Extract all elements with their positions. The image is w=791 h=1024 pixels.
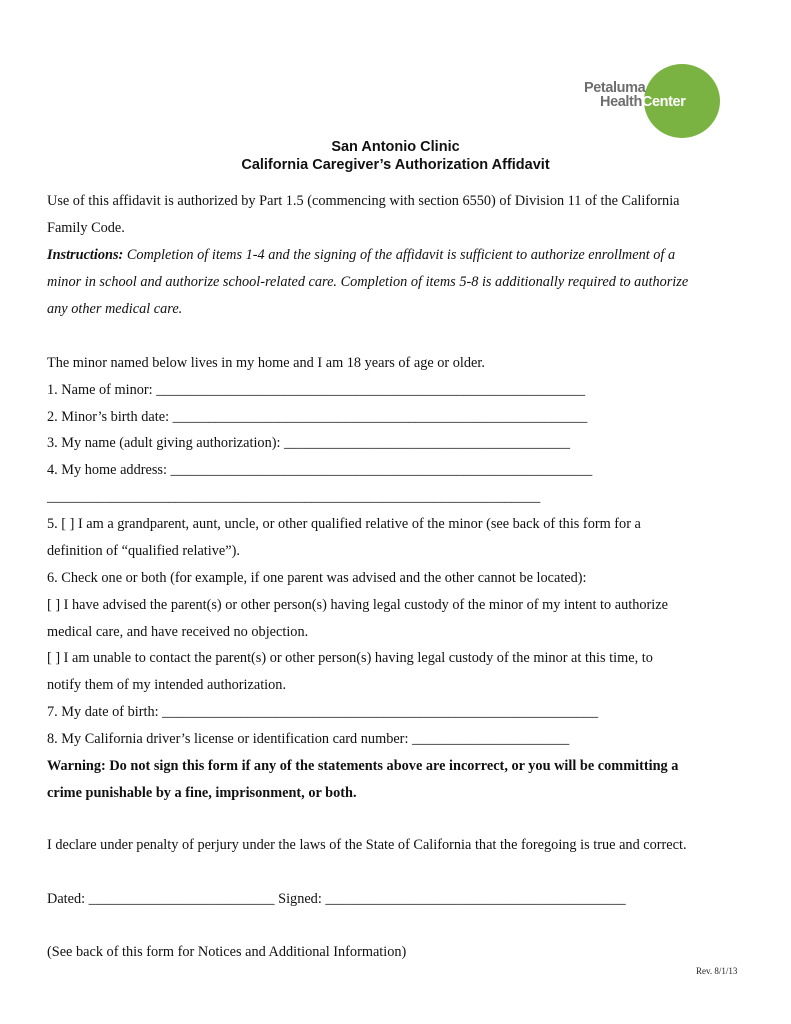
instructions-line2: minor in school and authorize school-related care. Completion of items 5-8 is additionally required to authorize (47, 274, 689, 290)
logo-line2 (584, 95, 685, 109)
warning-line2: crime punishable by a fine, imprisonment, or both. (47, 785, 357, 801)
item-home-address-cont[interactable]: _____________________________________________________________________ (47, 489, 541, 505)
back-of-form-note: (See back of this form for Notices and Additional Information) (47, 944, 407, 960)
item6-heading: 6. Check one or both (for example, if one parent was advised and the other cannot be located): (47, 570, 587, 586)
intro-line2: Family Code. (47, 220, 125, 236)
item-home-address[interactable]: 4. My home address: ___________________________________________________________ (47, 462, 593, 478)
item-minor-birth-date[interactable]: 2. Minor’s birth date: __________________________________________________________ (47, 409, 588, 425)
item6a-line1[interactable]: [ ] I have advised the parent(s) or other person(s) having legal custody of the minor of my intent to authorize (47, 597, 668, 613)
clinic-name: San Antonio Clinic (331, 139, 460, 155)
instructions-line1 (47, 246, 675, 264)
item6b-line2: notify them of my intended authorization. (47, 677, 287, 693)
instructions-text1: Completion of items 1-4 and the signing of the affidavit is sufficient to authorize enrollment of a (123, 247, 676, 263)
revision-date: Rev. 8/1/13 (696, 966, 738, 976)
residency-statement: The minor named below lives in my home and I am 18 years of age or older. (47, 355, 485, 371)
dated-signed-line[interactable]: Dated: __________________________ Signed: __________________________________________ (47, 891, 626, 907)
logo-line1: Petaluma (584, 80, 646, 96)
perjury-declaration: I declare under penalty of perjury under the laws of the State of California that the foregoing is true and correct. (47, 837, 687, 853)
logo-wordmark (584, 81, 685, 109)
warning-line1: Warning: Do not sign this form if any of the statements above are incorrect, or you will be committing a (47, 758, 679, 774)
logo-center: Center (641, 94, 686, 110)
instructions-line3: any other medical care. (47, 301, 183, 317)
petaluma-health-center-logo (584, 64, 724, 138)
item6b-line1[interactable]: [ ] I am unable to contact the parent(s) or other person(s) having legal custody of the minor at this time, to (47, 650, 653, 666)
item-my-date-of-birth[interactable]: 7. My date of birth: _____________________________________________________________ (47, 704, 599, 720)
logo-health: Health (600, 94, 642, 110)
instructions-label: Instructions: (47, 247, 124, 263)
item-license-number[interactable]: 8. My California driver’s license or identification card number: ______________________ (47, 731, 570, 747)
item5-line1[interactable]: 5. [ ] I am a grandparent, aunt, uncle, or other qualified relative of the minor (see back of this form for a (47, 516, 641, 532)
form-title: California Caregiver’s Authorization Affidavit (241, 157, 550, 173)
item-my-name[interactable]: 3. My name (adult giving authorization): ________________________________________ (47, 435, 570, 451)
item5-line2: definition of “qualified relative”). (47, 543, 240, 559)
item-name-of-minor[interactable]: 1. Name of minor: ____________________________________________________________ (47, 382, 586, 398)
intro-line1: Use of this affidavit is authorized by Part 1.5 (commencing with section 6550) of Division 11 of the California (47, 193, 680, 209)
item6a-line2: medical care, and have received no objection. (47, 624, 309, 640)
